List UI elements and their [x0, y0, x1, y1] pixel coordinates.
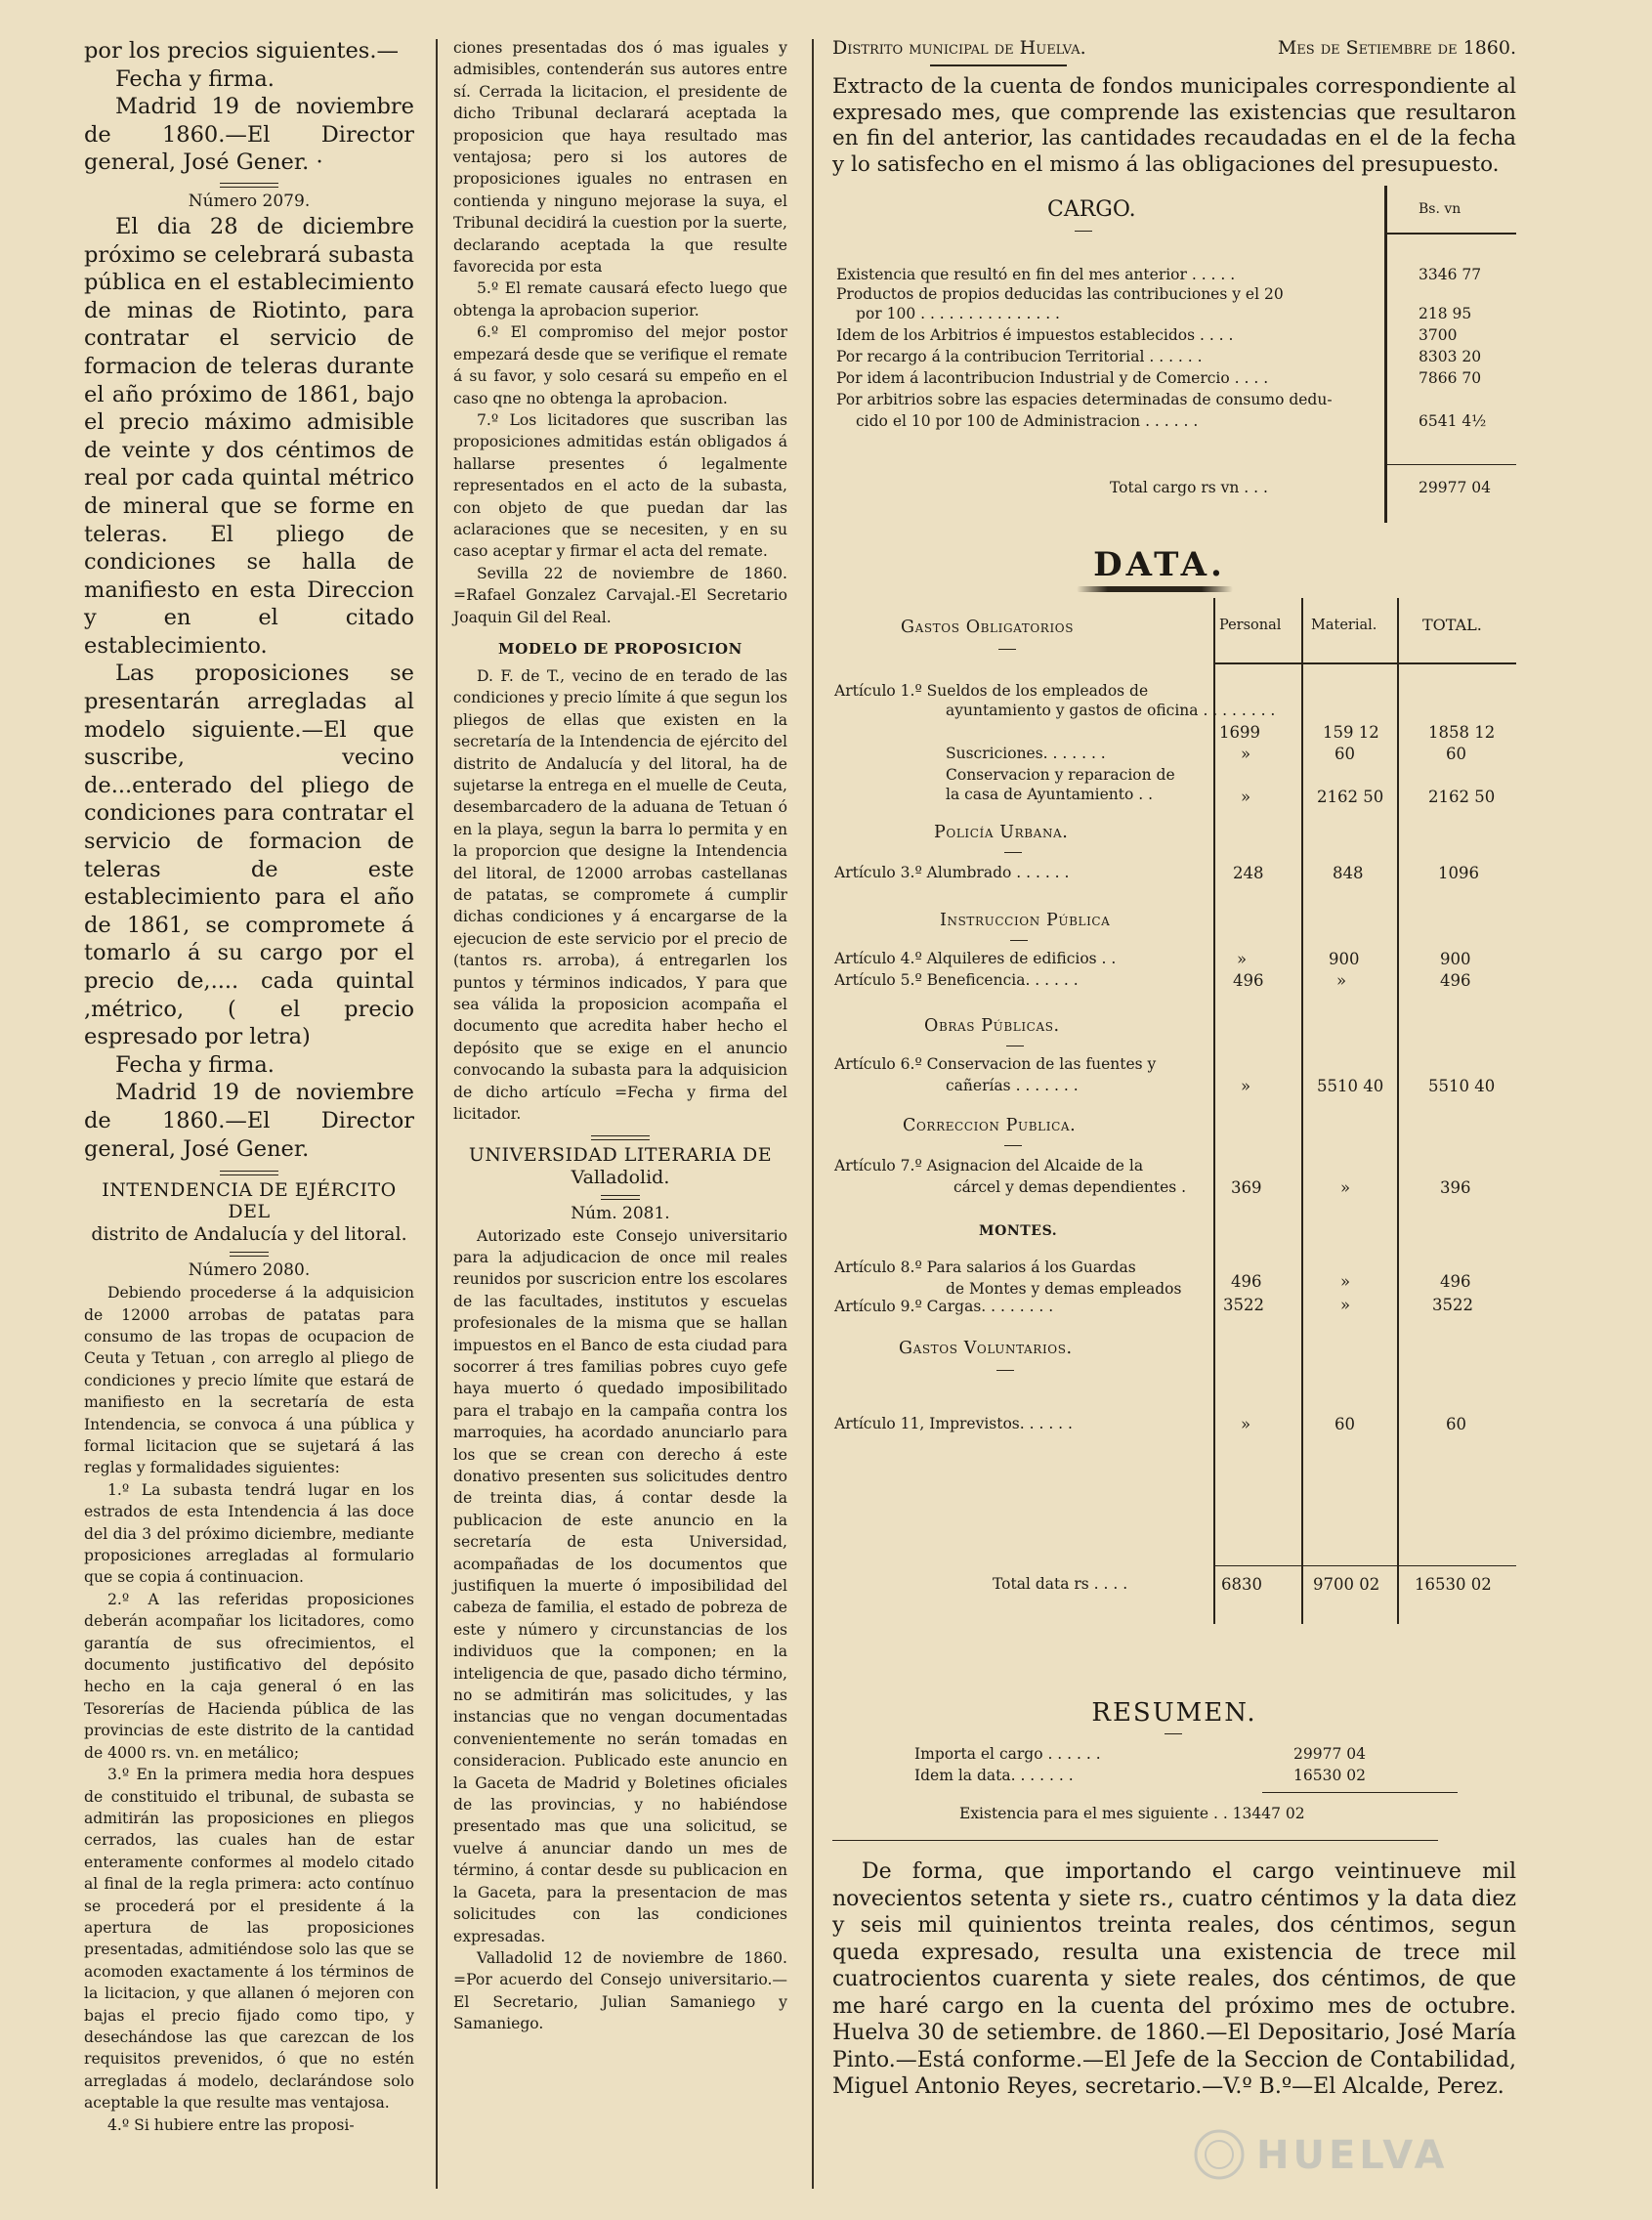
item-label: Artículo 9.º Cargas. . . . . . . . — [834, 1298, 1054, 1315]
paragraph: Valladolid 12 de noviembre de 1860. =Por acuerdo del Consejo universitario.—El Secretario, Julian Samaniego y Samaniego. — [453, 1948, 787, 2033]
double-rule — [601, 1195, 640, 1200]
final-paragraph: De forma, que importando el cargo veintinueve mil novecientos setenta y siete rs., cuatro céntimos y la data diez y seis mil quinientos treinta reales, dos céntimos, segun queda expresado, resulta una existencia de trece mil cuatrocientos cuarenta y siete reales, dos céntimos, de que me haré cargo en la cuenta del próximo mes de octubre. Huelva 30 de setiembre. de 1860.—El Depositario, José María Pinto.—Está conforme.—El Jefe de la Seccion de Contabilidad, Miguel Antonio Reyes, secretario.—V.º B.º—El Alcalde, Perez. — [832, 1859, 1516, 2099]
col-header-personal: Personal — [1219, 618, 1282, 633]
huelva-watermark — [1192, 2125, 1514, 2184]
extract-paragraph: Extracto de la cuenta de fondos municipales correspondiente al expresado mes, que comprende las existencias que resultaron en fin del anterior, las cantidades recaudadas en el de la fecha y lo satisfecho en el mismo á las obligaciones del presupuesto. — [832, 74, 1516, 177]
paragraph: D. F. de T., vecino de en terado de las condiciones y precio límite á que segun los pliegos de ellas que existen en la secretaría de la Intendencia de ejército del distrito de Andalucía y del litoral, ha de sujetarse la entrega en el muelle de Ceuta, desembarcadero de la aduana de Tetuan ó en la playa, segun la barra lo permita y en la proporcion que designe la Intendencia del litoral, de 12000 arrobas castellanas de patatas, se compromete á cumplir dichas condiciones y á encargarse de la ejecucion de este servicio por el precio de (tantos rs. arroba), á entregarlen los puntos y términos indicados, Y para que sea válida la proposicion acompaña el documento que acredita haber hecho el depósito que se exige en el anuncio convocando la subasta para la adquisicion de dicho artículo =Fecha y firma del licitador. — [453, 666, 787, 1124]
value-material: » — [1336, 971, 1347, 990]
dash — [1004, 1145, 1022, 1146]
cargo-title: CARGO. — [1047, 197, 1136, 222]
intro-line: Madrid 19 de noviembre de 1860.—El Director general, José Gener. · — [84, 94, 414, 176]
table-vline — [1397, 598, 1399, 1624]
section-title: UNIVERSIDAD LITERARIA DE — [468, 1143, 773, 1166]
paragraph: 3.º En la primera media hora despues de constituido el tribunal, de subasta se admitirán las proposiciones en pliegos cerrados, las cuales han de estar enteramente conformes al modelo citado al final de la regla primera: acto contínuo se procederá por el presidente á la apertura de las proposiciones presentadas, admitiéndose solo las que se acomoden exactamente á los términos de la licitacion, y que allanen ó mejoren con bajas el precio fijado como tipo, y desechándose las que carezcan de los requisitos prevenidos, ó que no estén arregladas á modelo, declarándose solo aceptable la que resulte mas ventajosa. — [84, 1766, 414, 2113]
value-personal: 496 — [1231, 1272, 1262, 1291]
value-material: 159 12 — [1323, 723, 1379, 742]
column-2 — [453, 37, 787, 2035]
value-personal: » — [1241, 745, 1251, 763]
currency-label: Bs. vn — [1419, 201, 1461, 217]
dash — [996, 1370, 1014, 1371]
district-header: Distrito municipal de Huelva. — [832, 37, 1086, 59]
paragraph: Las proposiciones se presentarán arregladas al modelo siguiente.—El que suscribe, vecino de...enterado del pliego de condiciones para contratar el servicio de formacion de teleras de este establecimiento para el año de 1861, se compromete á tomarlo á su cargo por el precio de,.... cada quintal ,métrico, ( el precio espresado por letra) — [84, 661, 414, 1050]
resumen-rule — [1262, 1792, 1458, 1793]
value-material: 2162 50 — [1317, 788, 1384, 806]
value-total: 496 — [1440, 971, 1471, 990]
table-hline — [1213, 662, 1516, 664]
paragraph: Autorizado este Consejo universitario para la adjudicacion de once mil reales reunidos por suscricion entre los escolares de las facultades, institutos y escuelas profesionales de la misma que se hallan impuestos en el Banco de esta ciudad para socorrer á tres familias pobres cuyo gefe haya muerto ó quedado imposibilitado para el trabajo en la campaña contra los marroquies, ha acordado anunciarlo para los que se crean con derecho á este donativo presenten sus solicitudes dentro de treinta dias, á contar desde la publicacion de este anuncio en la secretaría de esta Universidad, acompañadas de los documentos que justifiquen la muerte ó imposibilidad del cabeza de familia, el estado de pobreza de este y número y circunstancias de los individuos que la componen; en la inteligencia de que, pasado dicho término, no se admitirán mas solicitudes, y las instancias que no vengan documentadas convenientemente no serán tomadas en consideracion. Publicado este anuncio en la Gaceta de Madrid y Boletines oficiales de las provincias, y no habiéndose presentado mas que una solicitud, se vuelve á anunciar dando un mes de término, á contar desde su publicacion en la Gaceta, para la presentacion de mas solicitudes con las condiciones expresadas. — [453, 1226, 787, 1945]
paragraph: Sevilla 22 de noviembre de 1860. =Rafael Gonzalez Carvajal.-El Secretario Joaquin Gil del Real. — [453, 564, 787, 626]
item-label: Artículo 5.º Beneficencia. . . . . . — [834, 971, 1079, 989]
column-1 — [84, 37, 414, 2136]
col-header-material: Material. — [1311, 618, 1377, 633]
item-label: cañerías . . . . . . . — [946, 1077, 1079, 1094]
notice-number: Número 2079. — [188, 191, 311, 211]
value-personal: 3522 — [1223, 1296, 1264, 1314]
section-title: INTENDENCIA DE EJÉRCITO DEL — [102, 1179, 397, 1223]
column-rule-1 — [436, 39, 438, 2189]
paragraph: 1.º La subasta tendrá lugar en los estrados de esta Intendencia á las doce del dia 3 del próximo diciembre, mediante proposiciones arregladas al formulario que se copia á continuacion. — [84, 1480, 414, 1587]
value-material: » — [1340, 1272, 1351, 1291]
paragraph: 4.º Si hubiere entre las proposi- — [107, 2115, 355, 2134]
value-personal: » — [1241, 788, 1251, 806]
data-title: DATA. — [1093, 545, 1226, 584]
item-label: de Montes y demas empleados — [946, 1280, 1182, 1298]
column-3 — [832, 37, 1516, 2099]
total-material: 9700 02 — [1313, 1575, 1380, 1594]
column-rule-2 — [812, 39, 814, 2189]
watermark-text: HUELVA — [1256, 2133, 1449, 2178]
item-label: Artículo 6.º Conservacion de las fuentes y — [834, 1055, 1157, 1073]
section-subtitle: distrito de Andalucía y del litoral. — [91, 1223, 407, 1246]
value-personal: 248 — [1233, 864, 1264, 882]
dash — [1075, 231, 1092, 232]
double-rule — [220, 183, 278, 188]
resumen-row: Importa el cargo . . . . . . 29977 04 — [914, 1745, 1366, 1763]
cargo-hline — [1387, 233, 1516, 235]
paragraph: El dia 28 de diciembre próximo se celebrará subasta pública en el establecimiento de minas de Riotinto, para contratar el servicio de formacion de teleras durante el año próximo de 1861, bajo el precio máximo admisible de veinte y dos céntimos de real por cada quintal métrico de mineral que se forme en teleras. El pliego de condiciones se halla de manifiesto en esta Direccion y en el citado establecimiento. — [84, 213, 414, 659]
dash — [1010, 940, 1028, 941]
value-material: » — [1340, 1296, 1351, 1314]
category-heading: Obras Públicas. — [924, 1016, 1060, 1036]
value-total: 60 — [1446, 745, 1466, 763]
value-total: 1858 12 — [1428, 723, 1496, 742]
value-personal: » — [1237, 950, 1248, 968]
item-label: la casa de Ayuntamiento . . — [946, 786, 1154, 803]
dash — [1004, 852, 1022, 853]
notice-number: Número 2080. — [188, 1260, 311, 1281]
double-rule — [591, 1135, 650, 1140]
item-label: Artículo 1.º Sueldos de los empleados de — [834, 682, 1149, 700]
header-rule — [930, 64, 1067, 66]
double-rule — [220, 1171, 278, 1175]
resumen-section — [832, 1698, 1516, 2101]
item-label: Conservacion y reparacion de — [946, 766, 1175, 784]
value-total: 900 — [1440, 950, 1471, 968]
value-personal: 496 — [1233, 971, 1264, 990]
item-label: Artículo 8.º Para salarios á los Guardas — [834, 1259, 1136, 1276]
col-header-total: TOTAL. — [1422, 616, 1482, 634]
item-label: Artículo 7.º Asignacion del Alcaide de la — [834, 1157, 1144, 1174]
value-total: 3522 — [1432, 1296, 1473, 1314]
paragraph: 6.º El compromiso del mejor postor empezará desde que se verifique el remate á su favor, y solo cesará su empeño en el caso qne no obtenga la aprobacion. — [453, 323, 787, 407]
table-vline — [1213, 598, 1215, 1624]
table-total-rule — [1213, 1565, 1516, 1566]
total-label: Total data rs . . . . — [993, 1575, 1128, 1593]
notice-number: Núm. 2081. — [571, 1203, 670, 1223]
value-total: 496 — [1440, 1272, 1471, 1291]
ornament-rule — [1077, 586, 1233, 592]
value-total: 1096 — [1438, 864, 1479, 882]
double-rule — [230, 1252, 269, 1257]
section-subtitle: Valladolid. — [571, 1166, 670, 1188]
value-material: » — [1340, 1178, 1351, 1197]
intro-line: por los precios siguientes.— — [84, 38, 400, 64]
item-label: Suscriciones. . . . . . . — [946, 745, 1106, 762]
value-material: 5510 40 — [1317, 1077, 1384, 1095]
item-label: ayuntamiento y gastos de oficina . . . . . . . . — [946, 702, 1276, 719]
category-heading: Instruccion Pública — [940, 911, 1111, 930]
category-heading: Policía Urbana. — [934, 823, 1069, 842]
category-heading: Gastos Voluntarios. — [899, 1339, 1073, 1358]
value-material: 60 — [1334, 1415, 1355, 1433]
value-total: 2162 50 — [1428, 788, 1496, 806]
cargo-table: CARGO. Bs. vn Existencia que resultó en fin del mes anterior . . . . . 3346 77 Productos de propios deducidas las contribuciones y el 20 por 100 . . . . . . . . . . . . . . . 218 95 Idem de los Arbitrios é impuestos establecidos . . . . 3700 Por recargo á la contribucion Territorial . . . . . . 8303 20 Por idem á lacontribucion Industrial y de Comercio . . . . 7866 70 Por arbitrios sobre las espacies determinadas de consumo dedu- cido el 10 por 100 de Administracion . . . . . . 6541 4½ Total cargo rs vn . . . 29977 04 — [832, 186, 1516, 557]
paragraph: Madrid 19 de noviembre de 1860.—El Director general, José Gener. — [84, 1080, 414, 1162]
month-header: Mes de Setiembre de 1860. — [1277, 37, 1516, 59]
resumen-row: Idem la data. . . . . . . 16530 02 — [914, 1767, 1366, 1784]
existencia-line: Existencia para el mes siguiente . . 13447 02 — [959, 1805, 1305, 1822]
value-personal: » — [1241, 1077, 1251, 1095]
value-total: 396 — [1440, 1178, 1471, 1197]
paragraph: Fecha y firma. — [115, 1051, 275, 1078]
value-total: 60 — [1446, 1415, 1466, 1433]
item-label: Artículo 4.º Alquileres de edificios . . — [834, 950, 1117, 967]
item-label: Artículo 11, Imprevistos. . . . . . — [834, 1415, 1073, 1432]
value-material: 60 — [1334, 745, 1355, 763]
item-label: cárcel y demas dependientes . — [953, 1178, 1187, 1196]
category-heading: Gastos Obligatorios — [901, 618, 1075, 637]
cargo-total-rule — [1387, 464, 1516, 465]
dash — [1165, 1733, 1182, 1734]
value-personal: 1699 — [1219, 723, 1260, 742]
value-total: 5510 40 — [1428, 1077, 1496, 1095]
value-material: 900 — [1329, 950, 1360, 968]
value-personal: » — [1241, 1415, 1251, 1433]
data-table — [832, 598, 1516, 1634]
category-heading: MONTES. — [979, 1223, 1058, 1239]
paragraph: Debiendo procederse á la adquisicion de 12000 arrobas de patatas para consumo de las tropas de ocupacion de Ceuta y Tetuan , con arreglo al pliego de condiciones y precio límite que estará de manifiesto en la secretaría de esta Intendencia, se convoca á una pública y formal licitacion que se sujetará á las reglas y formalidades siguientes: — [84, 1284, 414, 1477]
paragraph: 5.º El remate causará efecto luego que obtenga la aprobacion superior. — [453, 279, 787, 320]
dash — [998, 649, 1016, 650]
paragraph: 2.º A las referidas proposiciones deberán acompañar los licitadores, como garantía de sus ofrecimientos, el documento justificativo del depósito hecho en la caja general ó en las Tesorerías de Hacienda pública de las provincias de este distrito de la cantidad de 4000 rs. vn. en metálico; — [84, 1590, 414, 1762]
paragraph: 7.º Los licitadores que suscriban las proposiciones admitidas están obligados á hallarse presentes ó legalmente representados en el acto de la subasta, con objeto de que puedan dar las aclaraciones que se necesiten, y en su caso aceptar y firmar el acta del remate. — [453, 410, 787, 561]
table-vline — [1301, 598, 1303, 1624]
intro-line: Fecha y firma. — [115, 65, 275, 92]
paragraph: ciones presentadas dos ó mas iguales y admisibles, contenderán sus autores entre sí. Cerrada la licitacion, el presidente de dicho Tribunal declarará aceptada la proposicion que haya resultado mas ventajosa; pero si los autores de proposiciones iguales no entrasen en contienda y ninguno mejorase la suya, el Tribunal decidirá la cuestion por la suerte, declarando aceptada la que resulte favorecida por esta — [453, 39, 787, 277]
value-personal: 369 — [1231, 1178, 1262, 1197]
category-heading: Correccion Publica. — [903, 1116, 1077, 1135]
cargo-vline — [1384, 186, 1387, 523]
section-title: MODELO DE PROPOSICION — [498, 639, 742, 658]
total-personal: 6830 — [1221, 1575, 1262, 1594]
total-total: 16530 02 — [1415, 1575, 1492, 1594]
value-material: 848 — [1333, 864, 1364, 882]
divider — [832, 1840, 1438, 1841]
resumen-title: RESUMEN. — [1091, 1698, 1257, 1728]
item-label: Artículo 3.º Alumbrado . . . . . . — [834, 864, 1070, 881]
